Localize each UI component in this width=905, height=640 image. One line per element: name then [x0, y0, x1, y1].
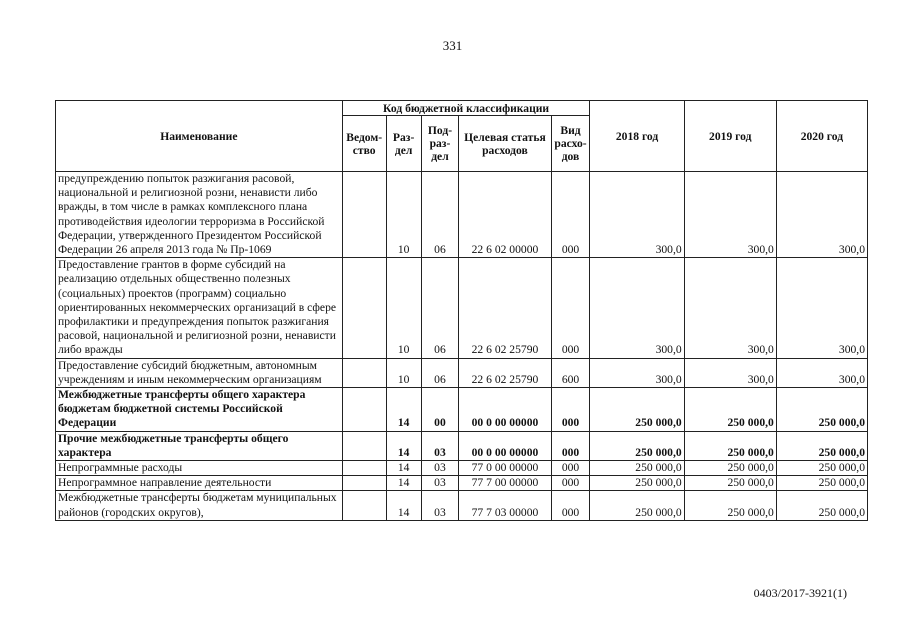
row-amount-2020: 250 000,0 — [776, 476, 867, 491]
budget-table — [55, 100, 868, 521]
header-vedomstvo: Ведом-ство — [342, 116, 386, 172]
table-row — [56, 476, 868, 491]
table-header — [56, 101, 868, 172]
row-amount-2018: 250 000,0 — [590, 476, 684, 491]
row-amount-2020: 250 000,0 — [776, 388, 867, 432]
row-podrazdel: 06 — [421, 172, 459, 258]
row-name: Непрограммное направление деятельности — [56, 476, 343, 491]
table-row — [56, 388, 868, 432]
row-podrazdel: 03 — [421, 476, 459, 491]
table-row — [56, 461, 868, 476]
table-row — [56, 258, 868, 358]
row-vedomstvo — [342, 431, 386, 460]
table-row — [56, 172, 868, 258]
row-celevaya-statya: 77 0 00 00000 — [459, 461, 551, 476]
table-row — [56, 358, 868, 387]
row-celevaya-statya: 22 6 02 25790 — [459, 358, 551, 387]
row-amount-2019: 300,0 — [684, 358, 776, 387]
row-vedomstvo — [342, 491, 386, 520]
row-amount-2020: 250 000,0 — [776, 431, 867, 460]
row-amount-2020: 300,0 — [776, 258, 867, 358]
row-celevaya-statya: 00 0 00 00000 — [459, 431, 551, 460]
header-vid-raskhodov: Вид расхо-дов — [551, 116, 590, 172]
header-code-group: Код бюджетной классификации — [342, 101, 590, 116]
row-vid-raskhodov: 000 — [551, 388, 590, 432]
row-podrazdel: 03 — [421, 461, 459, 476]
row-amount-2018: 250 000,0 — [590, 431, 684, 460]
row-amount-2018: 250 000,0 — [590, 491, 684, 520]
row-amount-2018: 250 000,0 — [590, 388, 684, 432]
header-celevaya-statya: Целевая статья расходов — [459, 116, 551, 172]
row-celevaya-statya: 00 0 00 00000 — [459, 388, 551, 432]
row-amount-2018: 300,0 — [590, 358, 684, 387]
row-vid-raskhodov: 000 — [551, 476, 590, 491]
row-razdel: 10 — [386, 172, 421, 258]
row-razdel: 14 — [386, 431, 421, 460]
row-name: Межбюджетные трансферты бюджетам муниципальных районов (городских округов), — [56, 491, 343, 520]
row-name: Межбюджетные трансферты общего характера бюджетам бюджетной системы Российской Федерации — [56, 388, 343, 432]
row-amount-2019: 250 000,0 — [684, 388, 776, 432]
header-podrazdel: Под-раз-дел — [421, 116, 459, 172]
table-row — [56, 431, 868, 460]
row-name: Предоставление субсидий бюджетным, автономным учреждениям и иным некоммерческим организациям — [56, 358, 343, 387]
row-amount-2019: 300,0 — [684, 258, 776, 358]
page-number: 331 — [442, 38, 463, 53]
row-amount-2019: 250 000,0 — [684, 461, 776, 476]
row-amount-2019: 250 000,0 — [684, 491, 776, 520]
row-amount-2019: 300,0 — [684, 172, 776, 258]
row-amount-2019: 250 000,0 — [684, 431, 776, 460]
row-podrazdel: 00 — [421, 388, 459, 432]
document-code: 0403/2017-3921(1) — [753, 586, 847, 600]
row-podrazdel: 03 — [421, 431, 459, 460]
row-vid-raskhodov: 000 — [551, 258, 590, 358]
row-vid-raskhodov: 000 — [551, 461, 590, 476]
row-razdel: 14 — [386, 491, 421, 520]
row-name: Предоставление грантов в форме субсидий на реализацию отдельных общественно полезных (социальных) проектов (программ) социально ориентированных некоммерческих организаций в сфере профилактики и предупреждения попыток разжигания расовой, национальной и религиозной розни, ненависти либо вражды — [56, 258, 343, 358]
row-razdel: 14 — [386, 461, 421, 476]
row-razdel: 10 — [386, 358, 421, 387]
row-name: Прочие межбюджетные трансферты общего характера — [56, 431, 343, 460]
row-amount-2019: 250 000,0 — [684, 476, 776, 491]
table-row — [56, 491, 868, 520]
header-year-2020: 2020 год — [776, 101, 867, 172]
row-celevaya-statya: 22 6 02 25790 — [459, 258, 551, 358]
row-vid-raskhodov: 000 — [551, 431, 590, 460]
row-vid-raskhodov: 000 — [551, 491, 590, 520]
row-vedomstvo — [342, 476, 386, 491]
header-year-2018: 2018 год — [590, 101, 684, 172]
row-celevaya-statya: 77 7 03 00000 — [459, 491, 551, 520]
row-vedomstvo — [342, 461, 386, 476]
row-vid-raskhodov: 000 — [551, 172, 590, 258]
row-amount-2020: 300,0 — [776, 172, 867, 258]
row-podrazdel: 06 — [421, 258, 459, 358]
row-amount-2020: 300,0 — [776, 358, 867, 387]
row-amount-2020: 250 000,0 — [776, 491, 867, 520]
table-body — [56, 172, 868, 521]
row-vedomstvo — [342, 358, 386, 387]
row-vedomstvo — [342, 172, 386, 258]
header-razdel: Раз-дел — [386, 116, 421, 172]
row-vedomstvo — [342, 258, 386, 358]
row-vid-raskhodov: 600 — [551, 358, 590, 387]
row-celevaya-statya: 77 7 00 00000 — [459, 476, 551, 491]
row-vedomstvo — [342, 388, 386, 432]
row-amount-2018: 250 000,0 — [590, 461, 684, 476]
row-name: Непрограммные расходы — [56, 461, 343, 476]
row-podrazdel: 06 — [421, 358, 459, 387]
row-celevaya-statya: 22 6 02 00000 — [459, 172, 551, 258]
header-name: Наименование — [56, 101, 343, 172]
header-year-2019: 2019 год — [684, 101, 776, 172]
row-razdel: 14 — [386, 476, 421, 491]
row-amount-2020: 250 000,0 — [776, 461, 867, 476]
row-razdel: 14 — [386, 388, 421, 432]
row-amount-2018: 300,0 — [590, 172, 684, 258]
row-razdel: 10 — [386, 258, 421, 358]
row-podrazdel: 03 — [421, 491, 459, 520]
row-name: предупреждению попыток разжигания расовой, национальной и религиозной розни, ненависти либо вражды, в том числе в рамках комплексного плана противодействия идеологии терроризма в Российской Федерации, утвержденного Президентом Российской Федерации 26 апреля 2013 года № Пр-1069 — [56, 172, 343, 258]
row-amount-2018: 300,0 — [590, 258, 684, 358]
